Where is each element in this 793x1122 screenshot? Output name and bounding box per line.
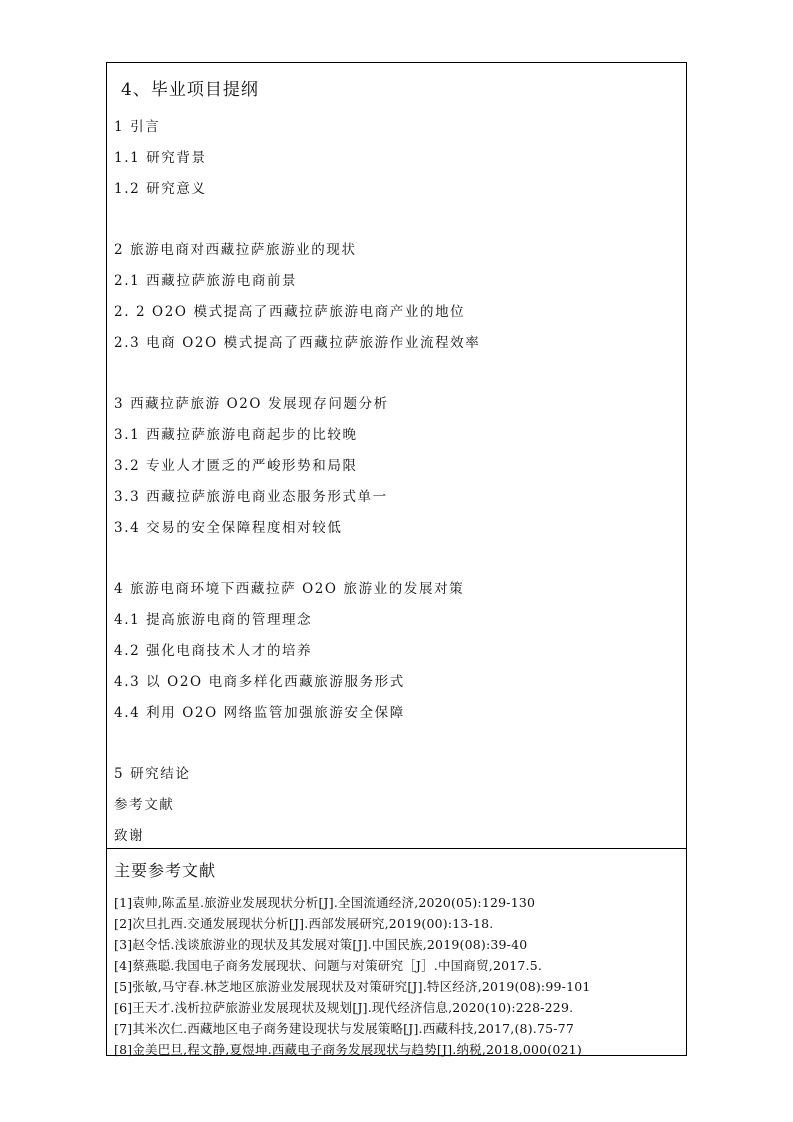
section-divider: [107, 848, 686, 849]
outline-item: 1 引言: [114, 119, 161, 135]
outline-item: 2. 2 O2O 模式提高了西藏拉萨旅游电商产业的地位: [114, 304, 466, 320]
reference-item: [4]蔡燕聪.我国电子商务发展现状、问题与对策研究［J］.中国商贸,2017.5.: [114, 958, 543, 973]
outline-title: 4、毕业项目提纲: [121, 80, 259, 100]
reference-item: [8]金美巴旦,程文静,夏煜坤.西藏电子商务发展现状与趋势[J].纳税,2018,000(021): [114, 1042, 582, 1057]
outline-item: 3.3 西藏拉萨旅游电商业态服务形式单一: [114, 489, 388, 505]
outline-item: 致谢: [114, 828, 145, 844]
outline-item: 4.2 强化电商技术人才的培养: [114, 643, 313, 659]
outline-item: 4 旅游电商环境下西藏拉萨 O2O 旅游业的发展对策: [114, 581, 465, 597]
outline-item: 2.3 电商 O2O 模式提高了西藏拉萨旅游作业流程效率: [114, 335, 481, 351]
outline-item: 2 旅游电商对西藏拉萨旅游业的现状: [114, 242, 357, 258]
outline-item: 2.1 西藏拉萨旅游电商前景: [114, 273, 298, 289]
reference-item: [3]赵令恬.浅谈旅游业的现状及其发展对策[J].中国民族,2019(08):39-40: [114, 937, 528, 952]
outline-item: 3.2 专业人才匮乏的严峻形势和局限: [114, 458, 358, 474]
outline-item: 参考文献: [114, 797, 175, 813]
reference-item: [5]张敏,马守春.林芝地区旅游业发展现状及对策研究[J].特区经济,2019(08):99-101: [114, 979, 591, 994]
reference-item: [2]次旦扎西.交通发展现状分析[J].西部发展研究,2019(00):13-18.: [114, 916, 494, 931]
outline-item: 4.1 提高旅游电商的管理理念: [114, 612, 313, 628]
outline-item: 3.4 交易的安全保障程度相对较低: [114, 520, 343, 536]
outline-item: 4.4 利用 O2O 网络监管加强旅游安全保障: [114, 705, 405, 721]
outline-item: 1.1 研究背景: [114, 150, 207, 166]
outline-item: 5 研究结论: [114, 766, 191, 782]
reference-item: [6]王天才.浅析拉萨旅游业发展现状及规划[J].现代经济信息,2020(10):228-229.: [114, 1000, 574, 1015]
outline-table: [106, 62, 687, 1056]
outline-item: 4.3 以 O2O 电商多样化西藏旅游服务形式: [114, 674, 405, 690]
reference-item: [1]袁帅,陈孟星.旅游业发展现状分析[J].全国流通经济,2020(05):129-130: [114, 895, 536, 910]
outline-item: 3.1 西藏拉萨旅游电商起步的比较晚: [114, 427, 358, 443]
outline-item: 3 西藏拉萨旅游 O2O 发展现存问题分析: [114, 396, 389, 412]
references-title: 主要参考文献: [114, 861, 217, 880]
reference-item: [7]其米次仁.西藏地区电子商务建设现状与发展策略[J].西藏科技,2017,(8).75-77: [114, 1021, 574, 1036]
outline-item: 1.2 研究意义: [114, 181, 207, 197]
